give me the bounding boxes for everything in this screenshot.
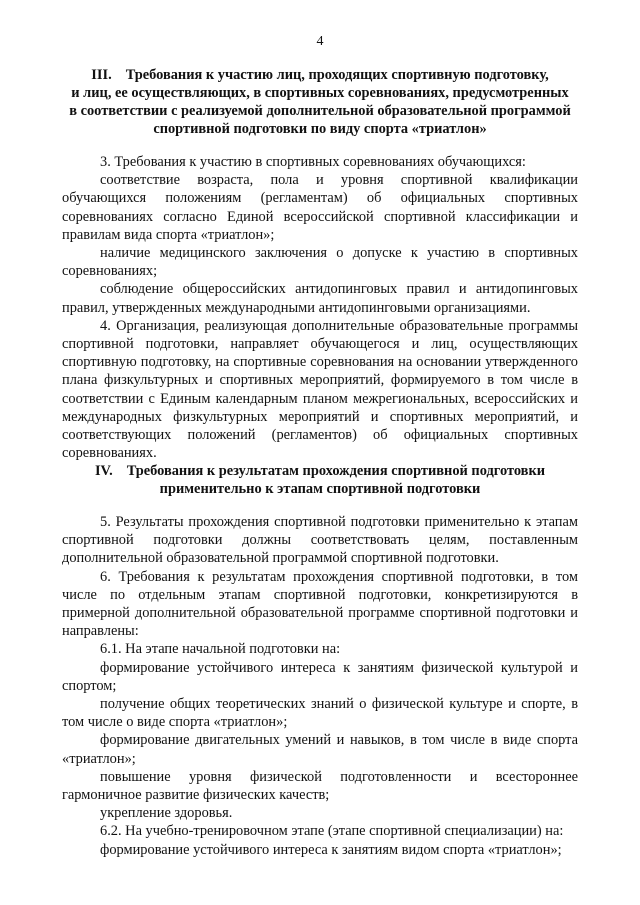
paragraph: 3. Требования к участию в спортивных соревнованиях обучающихся: [100, 154, 526, 170]
paragraph: 6. Требования к результатам прохождения спортивной подготовки, в том числе по отдельным этапам спортивной подготовки, конкретизируются в примерной дополнительной образовательной программе спортивной подготовки и направлены: [62, 568, 578, 640]
paragraph: повышение уровня физической подготовленности и всестороннее гармоничное развитие физических качеств; [62, 768, 578, 804]
paragraph: формирование устойчивого интереса к занятиям видом спорта «триатлон»; [100, 841, 562, 858]
paragraph: наличие медицинского заключения о допуске к участию в спортивных соревнованиях; [62, 245, 578, 280]
section-4-heading-line-1 [62, 462, 578, 480]
page-number: 4 [316, 34, 324, 49]
section-4-title-line: Требования к результатам прохождения спортивной подготовки [126, 463, 546, 479]
section-4-numeral: IV. [94, 463, 113, 479]
section-3-heading [62, 66, 578, 138]
section-3-title-line: в соответствии с реализуемой дополнительной образовательной программой [69, 103, 571, 119]
paragraph: 4. Организация, реализующая дополнительные образовательные программы спортивной подготовки, направляет обучающегося и лиц, осуществляющих спортивную подготовку, на спортивные соревнования на основании утвержденного плана физкультурных и спортивных мероприятий, формируемого в том числе в соответствии с Единым календарным планом межрегиональных, всероссийских и международных физкультурных мероприятий и спортивных мероприятий, и соответствующих положений (регламентов) об официальных спортивных соревнованиях. [62, 317, 578, 462]
paragraph: соответствие возраста, пола и уровня спортивной квалификации обучающихся положениям (регламентам) об официальных спортивных соревнованиях согласно Единой всероссийской спортивной классификации и правилам вида спорта «триатлон»; [62, 172, 578, 243]
paragraph: 5. Результаты прохождения спортивной подготовки применительно к этапам спортивной подготовки должны соответствовать целям, поставленным дополнительной образовательной программой спортивной подготовки. [62, 514, 578, 567]
paragraph: получение общих теоретических знаний о физической культуре и спорте, в том числе о виде спорта «триатлон»; [62, 696, 578, 731]
section-3-title-line: Требования к участию лиц, проходящих спортивную подготовку, [125, 67, 549, 83]
section-3-heading-line-1 [62, 66, 578, 84]
paragraph: укрепление здоровья. [100, 805, 233, 822]
section-4-body [62, 513, 578, 859]
section-3-title-line: и лиц, ее осуществляющих, в спортивных соревнованиях, предусмотренных [71, 85, 569, 101]
section-4-heading [62, 462, 578, 498]
paragraph: соблюдение общероссийских антидопинговых правил и антидопинговых правил, утвержденных международными антидопинговыми организациями. [62, 281, 578, 316]
section-4-title-line: применительно к этапам спортивной подготовки [159, 481, 481, 497]
paragraph: 6.1. На этапе начальной подготовки на: [100, 641, 341, 658]
section-3-numeral: III. [91, 67, 112, 83]
paragraph: 6.2. На учебно-тренировочном этапе (этапе спортивной специализации) на: [100, 823, 564, 840]
section-3-title-line: спортивной подготовки по виду спорта «триатлон» [153, 121, 487, 137]
paragraph: формирование двигательных умений и навыков, в том числе в виде спорта «триатлон»; [62, 732, 578, 767]
paragraph: формирование устойчивого интереса к занятиям физической культурой и спортом; [62, 659, 578, 694]
section-3-body [62, 153, 578, 462]
